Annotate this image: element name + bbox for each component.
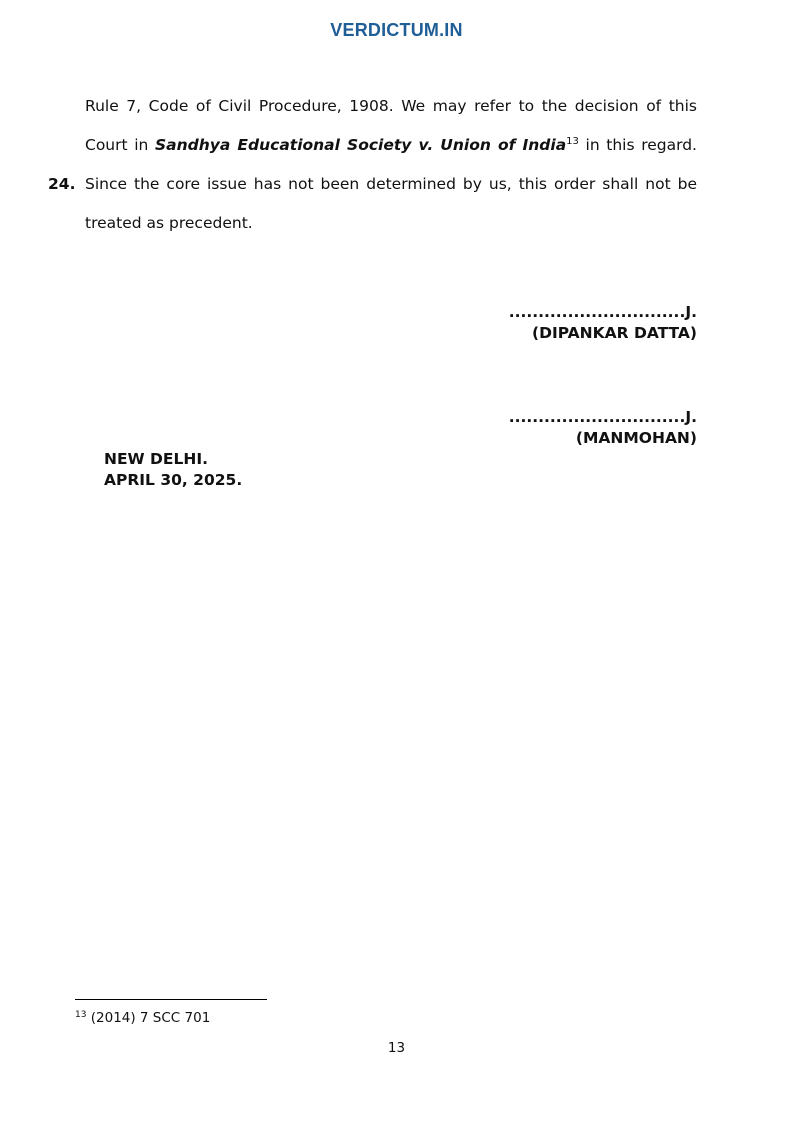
signature-line: ..............................J. — [508, 408, 697, 426]
body-line — [85, 96, 697, 116]
signature-block — [509, 302, 697, 344]
watermark-header: VERDICTUM.IN — [330, 20, 463, 40]
place: NEW DELHI. — [104, 450, 209, 468]
judge-name: (MANMOHAN) — [575, 429, 697, 447]
footnote-divider — [75, 999, 267, 1000]
footnote-reference: 13 — [566, 136, 579, 147]
body-line-suffix: in this regard. — [585, 136, 697, 154]
paragraph-number: 24. — [48, 175, 76, 193]
paragraph-24-text: Since the core issue has not been determined by us, this order shall not be — [85, 175, 697, 193]
footnote-text: (2014) 7 SCC 701 — [90, 1010, 211, 1026]
signature-line: ..............................J. — [508, 303, 697, 321]
signature-block — [509, 407, 697, 449]
judge-name: (DIPANKAR DATTA) — [532, 324, 697, 342]
footnote — [75, 1010, 210, 1026]
page-number: 13 — [387, 1040, 406, 1056]
footnote-marker: 13 — [75, 1010, 87, 1020]
date: APRIL 30, 2025. — [104, 471, 243, 489]
case-name: Sandhya Educational Society v. Union of India — [154, 136, 567, 154]
paragraph-24-line — [85, 174, 697, 194]
place-date-block — [104, 449, 242, 491]
body-line-citation — [85, 135, 697, 155]
paragraph-24-line: treated as precedent. — [85, 214, 253, 232]
body-line-text: Rule 7, Code of Civil Procedure, 1908. We may refer to the decision of this — [85, 97, 697, 115]
body-line-prefix: Court in — [85, 136, 149, 154]
